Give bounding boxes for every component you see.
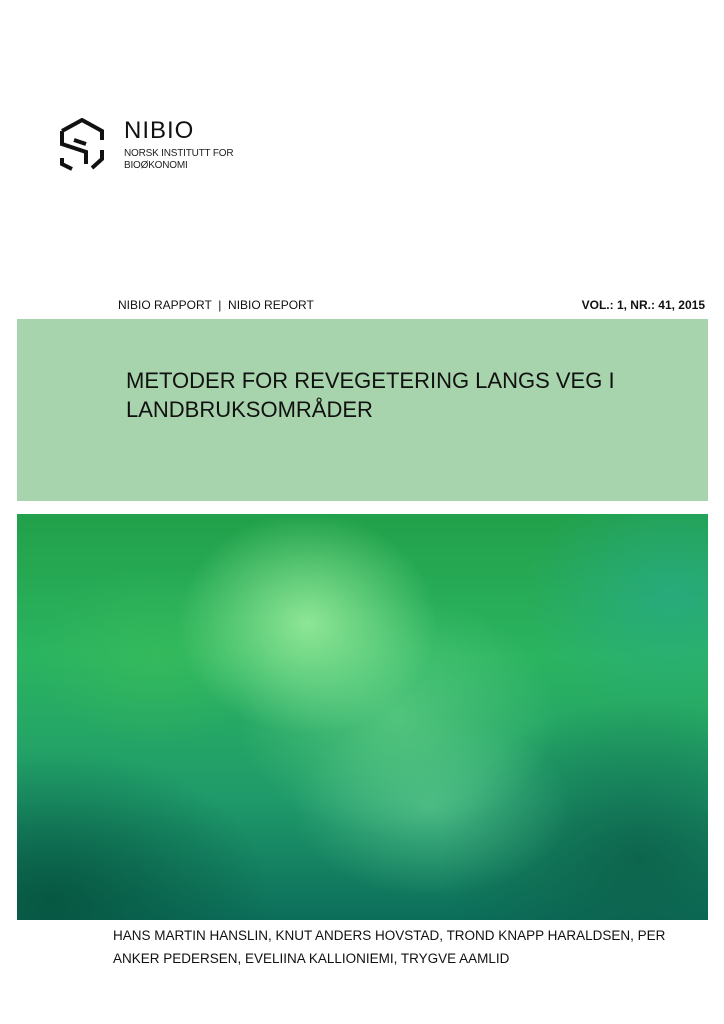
authors: HANS MARTIN HANSLIN, KNUT ANDERS HOVSTAD, TROND KNAPP HARALDSEN, PER ANKER PEDERSEN, EVELIINA KALLIONIEMI, TRYGVE AAMLID [113,928,666,966]
report-volume: VOL.: 1, NR.: 41, 2015 [581,298,705,312]
nibio-logo-icon [58,118,106,172]
nibio-logo [58,118,258,178]
logo-name: NIBIO [124,117,195,144]
report-series: NIBIO RAPPORT | NIBIO REPORT [118,298,314,312]
logo-subtitle: NORSK INSTITUTT FOR BIOØKONOMI [124,148,234,171]
report-title: METODER FOR REVEGETERING LANGS VEG I LANDBRUKSOMRÅDER [126,368,615,422]
cover-image [17,514,708,920]
